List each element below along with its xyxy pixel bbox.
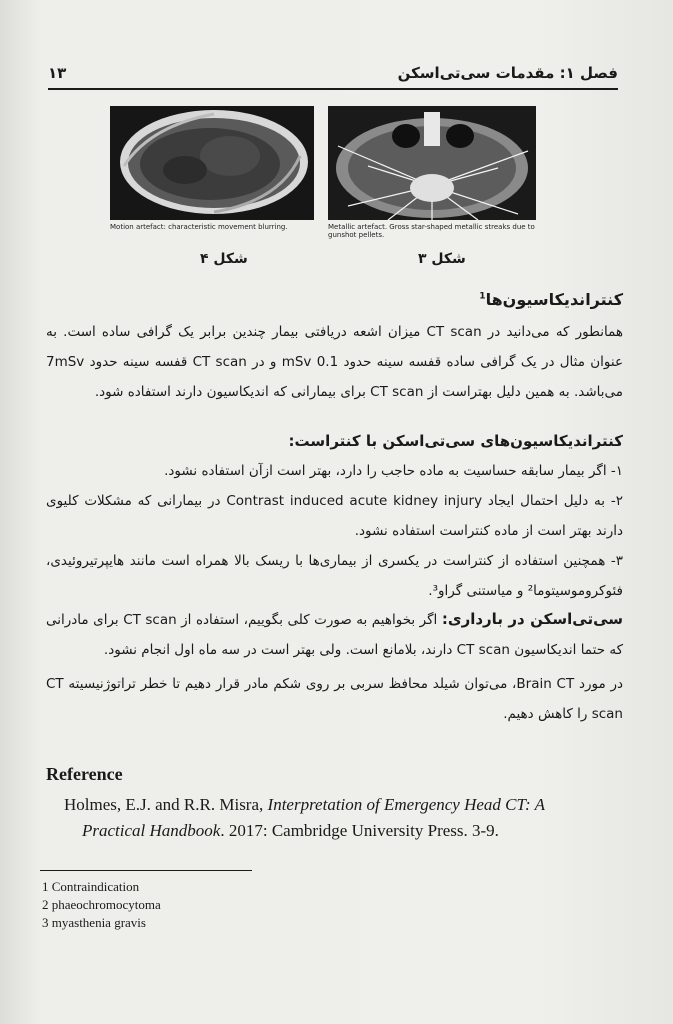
list-item: ۳- همچنین استفاده از کنتراست در یکسری از بیماری‌ها با ریسک بالا همراه است مانند هایپرتیروئیدی، فئوکروموسیتوما² و میاستنی گراو³. — [46, 553, 623, 599]
chapter-title: فصل ۱: مقدمات سی‌تی‌اسکن — [397, 64, 618, 82]
figure-caption: Motion artefact: characteristic movement blurring. — [110, 223, 288, 231]
footnote-ref: 1 — [479, 291, 486, 302]
list-item: ۱- اگر بیمار سابقه حساسیت به ماده حاجب را دارد، بهتر است ازآن استفاده نشود. — [164, 463, 623, 479]
header-rule — [48, 88, 618, 90]
footnote: 1 Contraindication — [42, 879, 140, 894]
figure-motion-artefact — [110, 106, 314, 231]
footnote: 2 phaeochromocytoma — [42, 897, 161, 912]
paragraph — [46, 604, 623, 729]
list-item: ۲- به دلیل احتمال ایجاد Contrast induced acute kidney injury در بیمارانی که مشکلات کلیوی دارند بهتر است از ماده کنتراست استفاده نشود. — [46, 493, 624, 539]
section-contrast-contraindications — [46, 432, 623, 606]
footnote-rule — [40, 870, 252, 871]
ct-image-metallic — [328, 106, 536, 220]
inline-heading: سی‌تی‌اسکن در بارداری: — [441, 610, 624, 628]
page-number: ۱۳ — [48, 64, 67, 82]
figure-metallic-artefact — [328, 106, 536, 239]
reference-entry — [64, 792, 604, 844]
figure-caption: Metallic artefact. Gross star-shaped metallic streaks due to gunshot pellets. — [328, 223, 535, 239]
page-header — [48, 62, 618, 86]
section-pregnancy — [46, 604, 623, 729]
section-heading: کنتراندیکاسیون‌های سی‌تی‌اسکن با کنتراست: — [288, 432, 623, 450]
reference-heading: Reference — [46, 764, 123, 784]
section-heading — [46, 290, 623, 309]
section-contraindications — [46, 290, 623, 407]
paragraph-text: در مورد Brain CT، می‌توان شیلد محافظ سربی بر روی شکم مادر قرار دهیم تا خطر تراتوژنیسیته CT scan را کاهش دهیم. — [46, 676, 623, 722]
paragraph — [46, 317, 623, 407]
figure-label-4: شکل ۴ — [200, 251, 248, 267]
reference-authors: Holmes, E.J. and R.R. Misra, — [64, 795, 268, 814]
reference-title-2: Practical Handbook — [82, 821, 221, 840]
paragraph-text: همانطور که می‌دانید در CT scan میزان اشعه دریافتی بیمار چندین برابر یک گرافی ساده است. به عنوان مثال در یک گرافی ساده قفسه سینه حدود 0.1 mSv و در CT scan قفسه سینه حدود 7mSv می‌باشد. به همین دلیل بهتراست از CT scan برای بیمارانی که اندیکاسیون دارند استفاده شود. — [46, 324, 624, 400]
footnotes — [42, 878, 161, 932]
figure-label-3: شکل ۳ — [418, 251, 466, 267]
reference-publisher: . 2017: Cambridge University Press. 3-9. — [220, 821, 499, 840]
heading-text: کنتراندیکاسیون‌ها — [485, 290, 623, 309]
contraindication-list — [46, 456, 623, 606]
reference-title-1: Interpretation of Emergency Head CT: A — [267, 795, 545, 814]
footnote: 3 myasthenia gravis — [42, 915, 146, 930]
ct-image-motion — [110, 106, 314, 220]
paragraph-text: اگر بخواهیم به صورت کلی بگوییم، استفاده از CT scan برای مادرانی که حتما اندیکاسیون CT scan دارند، بلامانع است. ولی بهتر است در سه ماه اول انجام نشود. — [46, 612, 623, 658]
